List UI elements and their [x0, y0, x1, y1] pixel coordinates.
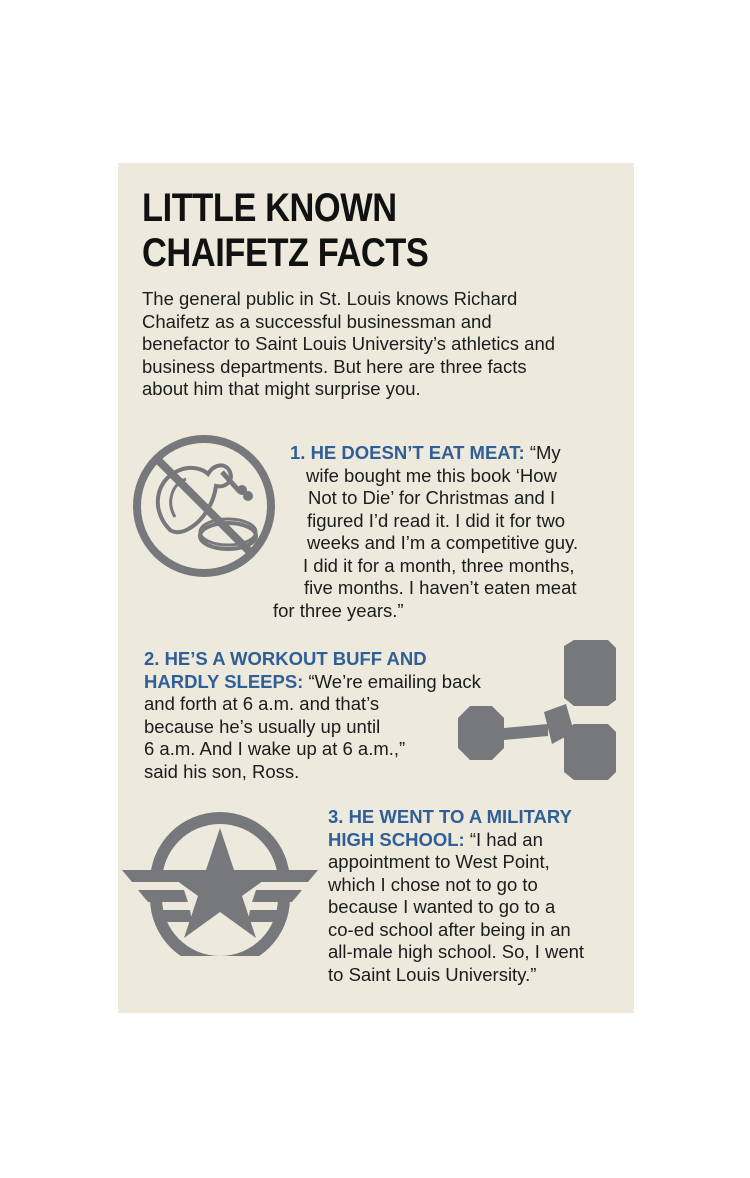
fact-1-line: Not to Die’ for Christmas and I [308, 487, 556, 508]
intro-line: about him that might surprise you. [142, 378, 421, 399]
intro-line: Chaifetz as a successful businessman and [142, 310, 492, 332]
fact-3-line: co-ed school after being in an [328, 918, 571, 940]
page-title [142, 186, 428, 276]
fact-2-line: because he’s usually up until [144, 715, 381, 737]
fact-2-line: said his son, Ross. [144, 760, 300, 782]
intro-line: benefactor to Saint Louis University’s athletics and [142, 333, 556, 354]
fact-1-text: “My [524, 442, 561, 463]
fact-2-line: and forth at 6 a.m. and that’s [144, 693, 380, 714]
fact-2-heading: HARDLY SLEEPS: [144, 670, 304, 692]
no-meat-icon [130, 432, 278, 580]
intro-paragraph [142, 288, 622, 401]
fact-3-line: which I chose not to go to [328, 873, 538, 895]
fact-1 [268, 442, 618, 622]
title-line-2: CHAIFETZ FACTS [142, 231, 429, 275]
fact-1-line-1 [268, 442, 618, 465]
fact-3-line: appointment to West Point, [328, 851, 550, 872]
fact-3 [328, 806, 618, 986]
fact-3-heading-line: 3. HE WENT TO A MILITARY [328, 806, 572, 827]
fact-2-line: 6 a.m. And I wake up at 6 a.m.,” [144, 738, 406, 759]
fact-1-line: wife bought me this book ‘How [306, 464, 557, 486]
fact-1-heading: 1. HE DOESN’T EAT MEAT: [290, 442, 525, 463]
fact-1-line: weeks and I’m a competitive guy. [307, 532, 579, 553]
fact-2-text: “We’re emailing back [303, 670, 481, 692]
fact-3-text: “I had an [464, 828, 543, 850]
fact-3-line: to Saint Louis University.” [328, 963, 537, 985]
fact-1-line: for three years.” [273, 599, 404, 621]
fact-1-line: five months. I haven’t eaten meat [304, 577, 577, 598]
fact-1-line: I did it for a month, three months, [303, 554, 575, 576]
fact-2-heading-line: 2. HE’S A WORKOUT BUFF AND [144, 648, 427, 669]
intro-line: The general public in St. Louis knows Richard [142, 288, 518, 309]
fact-3-line-2 [328, 829, 618, 852]
dumbbell-icon [448, 640, 620, 782]
fact-3-heading: HIGH SCHOOL: [328, 828, 465, 850]
military-star-icon [122, 806, 318, 956]
intro-line: business departments. But here are three facts [142, 355, 527, 377]
fact-3-line: because I wanted to go to a [328, 896, 556, 917]
fact-3-line: all-male high school. So, I went [328, 941, 585, 962]
title-line-1: LITTLE KNOWN [142, 186, 397, 230]
fact-1-line: figured I’d read it. I did it for two [307, 509, 566, 531]
